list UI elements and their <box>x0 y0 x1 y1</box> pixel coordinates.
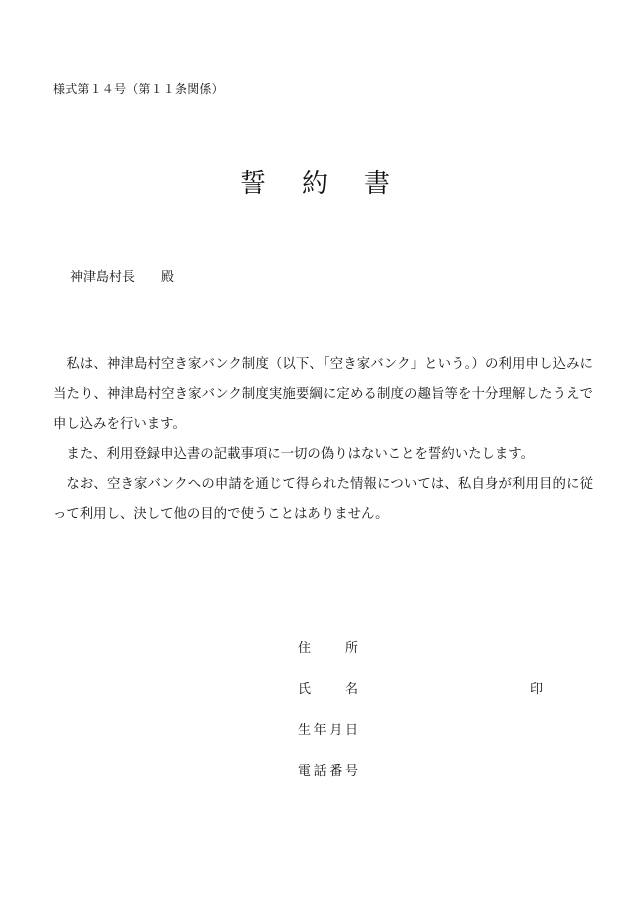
title-char-3: 書 <box>364 169 391 199</box>
birthdate-row <box>298 719 558 760</box>
form-number: 様式第１４号（第１１条関係） <box>53 82 224 96</box>
title-char-1: 誓 <box>239 169 266 199</box>
signature-block <box>298 637 558 801</box>
address-row <box>298 637 558 678</box>
pledge-paragraph-1: 私は、神津島村空き家バンク制度（以下、「空き家バンク」という。）の利用申し込みに当たり、神津島村空き家バンク制度実施要綱に定める制度の趣旨等を十分理解したうえで申し込みを行います。 <box>53 357 593 432</box>
birthdate-label: 生年月日 <box>298 723 358 738</box>
address-label: 住所 <box>298 641 358 656</box>
pledge-body <box>53 350 593 530</box>
pledge-paragraph-3: なお、空き家バンクへの申請を通じて得られた情報については、私自身が利用目的に従って利用し、決して他の目的で使うことはありません。 <box>53 477 593 522</box>
title-char-2: 約 <box>301 169 328 199</box>
addressee-honorific: 殿 <box>161 270 175 285</box>
phone-row <box>298 760 558 801</box>
phone-label: 電話番号 <box>298 764 358 779</box>
pledge-paragraph-2: また、利用登録申込書の記載事項に一切の偽りはないことを誓約いたします。 <box>66 447 534 462</box>
name-label: 氏名 <box>298 682 358 697</box>
document-title <box>0 163 630 200</box>
addressee-name: 神津島村長 <box>70 270 136 285</box>
addressee <box>70 266 174 285</box>
name-row <box>298 678 558 719</box>
seal-mark: 印 <box>530 682 544 697</box>
